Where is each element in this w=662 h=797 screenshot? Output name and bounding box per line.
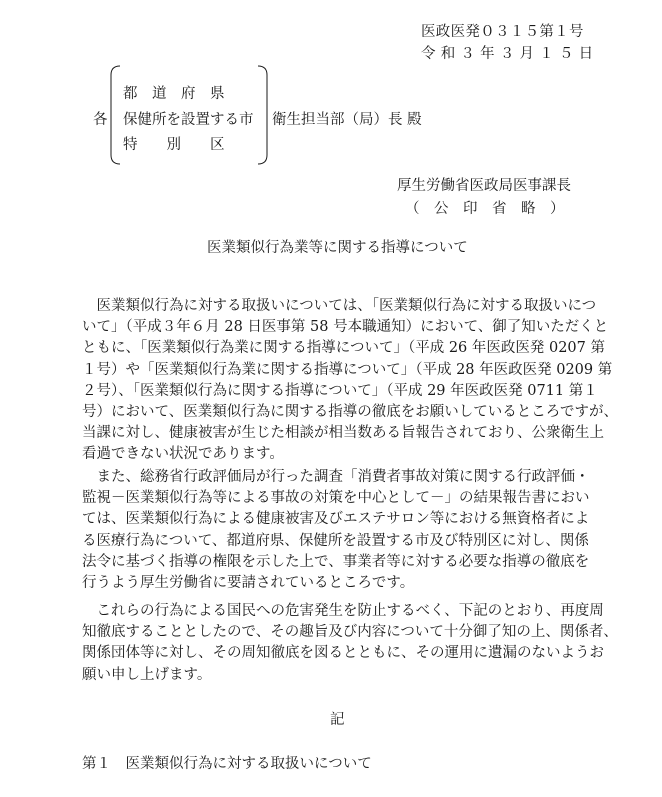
section-1-heading: 第１ 医業類似行為に対する取扱いについて (82, 756, 372, 772)
addressee-line-1: 都 道 府 県 (123, 86, 225, 102)
document-subject: 医業類似行為業等に関する指導について (207, 240, 468, 256)
paragraph-line: 看過できない状況であります。 (82, 446, 284, 463)
addressee-line-2: 保健所を設置する市 (123, 112, 254, 128)
paragraph-1 (82, 296, 619, 466)
paragraph-line: ては、医業類似行為による健康被害及びエステサロン等における無資格者によ (82, 511, 590, 528)
paragraph-line: 願い申し上げます。 (82, 666, 212, 683)
left-bracket-icon (108, 65, 122, 165)
paragraph-line: 医業類似行為に対する取扱いについては、「医業類似行為に対する取扱いにつ (96, 298, 597, 314)
sender-title: 厚生労働省医政局医事課長 (397, 178, 571, 194)
paragraph-line: 号）において、医業類似行為に関する指導の徹底をお願いしているところですが、 (82, 404, 619, 421)
paragraph-line: これらの行為による国民への危害発生を防止するべく、下記のとおり、再度周 (96, 603, 604, 619)
right-bracket-icon (256, 65, 270, 165)
paragraph-line: 法令に基づく指導の権限を示した上で、事業者等に対する必要な指導の徹底を (82, 553, 590, 570)
document-number: 医政医発０３１５第１号 (421, 24, 584, 40)
paragraph-line: １号）や「医業類似行為業に関する指導について」（平成 28 年医政医発 0209 第 (82, 361, 613, 378)
paragraph-3 (82, 601, 618, 686)
seal-omitted-note: （ 公 印 省 略 ） (405, 201, 565, 217)
paragraph-line: 関係団体等に対し、その周知徹底を図るとともに、その運用に遺漏のないようお (82, 645, 604, 662)
ki-heading: 記 (330, 712, 345, 728)
paragraph-line: ともに、「医業類似行為業に関する指導について」（平成 26 年医政医発 0207 第 (82, 340, 605, 357)
paragraph-line: 監視－医業類似行為等による事故の対策を中心として－」の結果報告書におい (82, 490, 590, 507)
paragraph-line: 当課に対し、健康被害が生じた相談が相当数ある旨報告されており、公衆衛生上 (82, 425, 604, 442)
document-date: 令 和 ３ 年 ３ 月 １ ５ 日 (421, 46, 594, 62)
paragraph-line: いて」（平成３年６月 28 日医事第 58 号本職通知）において、御了知いただくと (82, 319, 609, 336)
paragraph-line: る医療行為について、都道府県、保健所を設置する市及び特別区に対し、関係 (82, 532, 589, 549)
paragraph-line: ２号）、「医業類似行為に関する指導について」（平成 29 年医政医発 0711 第１ (82, 382, 598, 399)
addressee-prefix: 各 (93, 112, 108, 128)
addressee-suffix: 衛生担当部（局）長 殿 (272, 112, 422, 128)
paragraph-2 (82, 467, 602, 594)
paragraph-line: 行うよう厚生労働省に要請されているところです。 (82, 575, 415, 592)
paragraph-line: また、総務省行政評価局が行った調査「消費者事故対策に関する行政評価・ (96, 469, 590, 485)
paragraph-line: 知徹底することとしたので、その趣旨及び内容について十分御了知の上、関係者、 (82, 624, 618, 641)
addressee-line-3: 特 別 区 (123, 137, 225, 153)
